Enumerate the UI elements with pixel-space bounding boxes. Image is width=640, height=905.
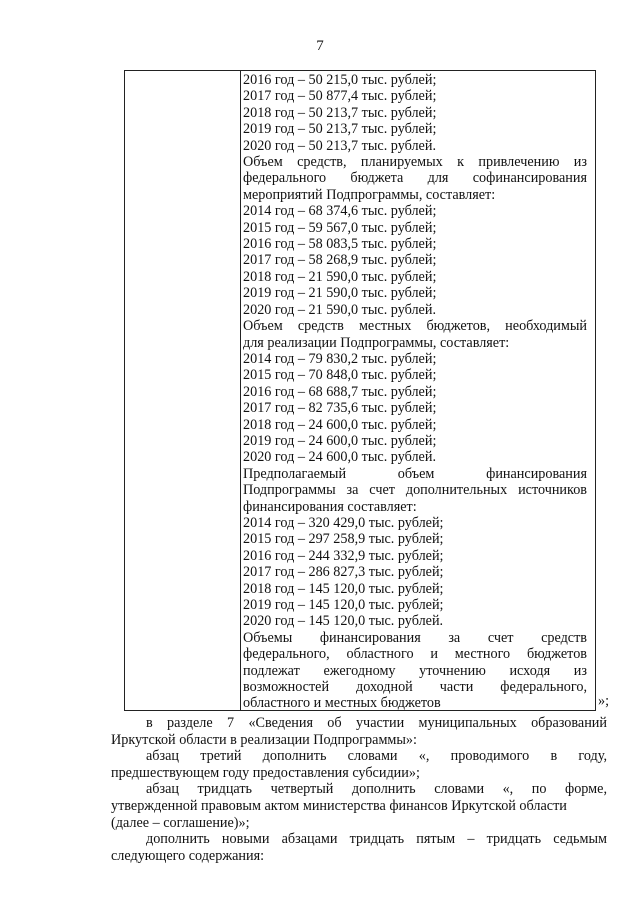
table-cell-line: 2016 год – 58 083,5 тыс. рублей; bbox=[243, 236, 437, 253]
table-cell-line: 2018 год – 145 120,0 тыс. рублей; bbox=[243, 580, 444, 597]
table-cell-line: 2018 год – 24 600,0 тыс. рублей; bbox=[243, 416, 437, 433]
paragraph-add-new: дополнить новыми абзацами тридцать пятым – тридцать седьмым bbox=[146, 831, 607, 848]
table-cell-line: 2020 год – 145 120,0 тыс. рублей. bbox=[243, 613, 444, 630]
table-cell-line: федерального бюджета для софинансирования bbox=[243, 170, 587, 187]
table-cell-line: 2017 год – 50 877,4 тыс. рублей; bbox=[243, 88, 437, 105]
table-cell-line: 2014 год – 79 830,2 тыс. рублей; bbox=[243, 350, 437, 367]
table-cell-line: 2020 год – 21 590,0 тыс. рублей. bbox=[243, 301, 436, 318]
table-cell-line: 2014 год – 320 429,0 тыс. рублей; bbox=[243, 514, 444, 531]
paragraph-section-7: в разделе 7 «Сведения об участии муниципальных образований bbox=[146, 715, 607, 731]
table-cell-line: 2017 год – 58 268,9 тыс. рублей; bbox=[243, 252, 437, 269]
paragraph-third-paragraph: абзац третий дополнить словами «, проводимого в году, bbox=[146, 748, 607, 765]
table-cell-line: областного и местных бюджетов bbox=[243, 695, 441, 712]
table-cell-line: 2016 год – 68 688,7 тыс. рублей; bbox=[243, 383, 437, 400]
table-cell-line: Объем средств, планируемых к привлечению из bbox=[243, 154, 587, 171]
table-cell-line: 2020 год – 24 600,0 тыс. рублей. bbox=[243, 449, 436, 466]
paragraph-thirty-fourth-cont: утвержденной правовым актом министерства финансов Иркутской области bbox=[111, 797, 567, 814]
paragraph-section-7-cont: Иркутской области в реализации Подпрограммы»: bbox=[111, 731, 417, 748]
table-cell-line: возможностей доходной части федерального, bbox=[243, 679, 587, 696]
table-cell-line: 2015 год – 70 848,0 тыс. рублей; bbox=[243, 367, 437, 384]
table-cell-line: 2018 год – 50 213,7 тыс. рублей; bbox=[243, 104, 437, 121]
table-column-divider bbox=[240, 71, 241, 710]
paragraph-add-new-cont: следующего содержания: bbox=[111, 847, 265, 864]
table-cell-line: 2015 год – 297 258,9 тыс. рублей; bbox=[243, 531, 444, 548]
paragraph-thirty-fourth-cont2: (далее – соглашение)»; bbox=[111, 814, 250, 831]
table-cell-line: 2016 год – 244 332,9 тыс. рублей; bbox=[243, 547, 444, 564]
table-cell-line: 2016 год – 50 215,0 тыс. рублей; bbox=[243, 72, 437, 88]
paragraph-thirty-fourth: абзац тридцать четвертый дополнить словами «, по форме, bbox=[146, 781, 607, 798]
table-cell-line: 2014 год – 68 374,6 тыс. рублей; bbox=[243, 203, 437, 220]
table-cell-line: подлежат ежегодному уточнению исходя из bbox=[243, 662, 587, 679]
table-cell-line: 2020 год – 50 213,7 тыс. рублей. bbox=[243, 137, 436, 154]
table-cell-line: для реализации Подпрограммы, составляет: bbox=[243, 334, 510, 351]
table-cell-line: 2019 год – 24 600,0 тыс. рублей; bbox=[243, 432, 437, 449]
closing-quote: »; bbox=[598, 693, 610, 709]
table-right-cell bbox=[243, 72, 587, 712]
table-cell-line: 2019 год – 145 120,0 тыс. рублей; bbox=[243, 597, 444, 613]
financing-table bbox=[124, 70, 596, 711]
table-cell-line: Объемы финансирования за счет средств bbox=[243, 629, 587, 646]
table-cell-line: Предполагаемый объем финансирования bbox=[243, 465, 587, 482]
table-cell-line: 2017 год – 82 735,6 тыс. рублей; bbox=[243, 400, 437, 417]
table-cell-line: Подпрограммы за счет дополнительных источников bbox=[243, 482, 587, 499]
table-cell-line: мероприятий Подпрограммы, составляет: bbox=[243, 186, 496, 203]
table-cell-line: финансирования составляет: bbox=[243, 498, 417, 515]
paragraph-third-paragraph-cont: предшествующем году предоставления субсидии»; bbox=[111, 764, 420, 781]
amendment-text bbox=[111, 715, 607, 864]
table-cell-line: федерального, областного и местного бюджетов bbox=[243, 646, 587, 663]
table-cell-line: Объем средств местных бюджетов, необходимый bbox=[243, 318, 587, 335]
page-number: 7 bbox=[316, 38, 324, 54]
table-cell-line: 2019 год – 21 590,0 тыс. рублей; bbox=[243, 285, 437, 302]
table-cell-line: 2018 год – 21 590,0 тыс. рублей; bbox=[243, 268, 437, 285]
table-cell-line: 2019 год – 50 213,7 тыс. рублей; bbox=[243, 121, 437, 138]
table-cell-line: 2015 год – 59 567,0 тыс. рублей; bbox=[243, 219, 437, 236]
table-cell-line: 2017 год – 286 827,3 тыс. рублей; bbox=[243, 564, 444, 581]
